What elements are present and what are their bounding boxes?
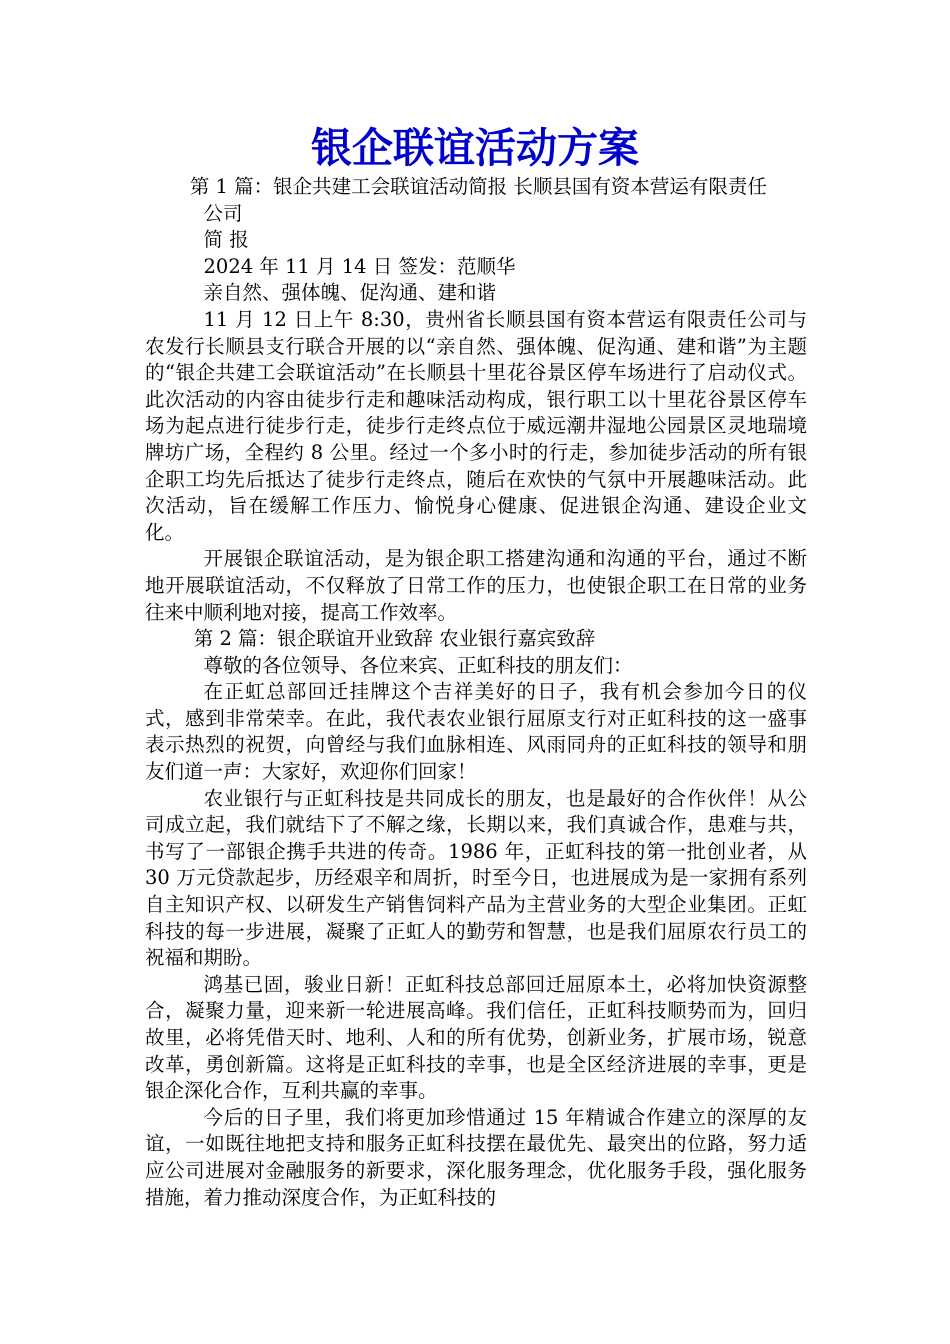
article1-company-line: 公司 <box>203 201 243 225</box>
article1-bulletin-label: 简 报 <box>203 228 249 252</box>
document-body <box>145 174 807 1211</box>
article2-greeting: 尊敬的各位领导、各位来宾、正虹科技的朋友们： <box>203 653 633 677</box>
article1-slogan: 亲自然、强体魄、促沟通、建和谐 <box>203 281 497 305</box>
article1-date-signoff: 2024 年 11 月 14 日 签发：范顺华 <box>203 254 516 278</box>
article1-paragraph-1: 11 月 12 日上午 8:30，贵州省长顺县国有资本营运有限责任公司与农发行长顺县支行联合开展的以“亲自然、强体魄、促沟通、建和谐”为主题的“银企共建工会联谊活动”在长顺县十里花谷景区停车场进行了启动仪式。此次活动的内容由徒步行走和趣味活动构成，银行职工以十里花谷景区停车场为起点进行徒步行走，徒步行走终点位于威远潮井湿地公园景区灵地瑞境牌坊广场，全程约 8 公里。经过一个多小时的行走，参加徒步活动的所有银企职工均先后抵达了徒步行走终点，随后在欢快的气氛中开展趣味活动。此次活动，旨在缓解工作压力、愉悦身心健康、促进银企沟通、建设企业文化。 <box>145 307 807 544</box>
article1-heading: 第 1 篇：银企共建工会联谊活动简报 长顺县国有资本营运有限责任 <box>189 175 767 198</box>
article2-paragraph-3: 鸿基已固，骏业日新！正虹科技总部回迁屈原本土，必将加快资源整合，凝聚力量，迎来新一轮进展高峰。我们信任，正虹科技顺势而为，回归故里，必将凭借天时、地利、人和的所有优势，创新业务，扩展市场，锐意改革，勇创新篇。这将是正虹科技的幸事，也是全区经济进展的幸事，更是银企深化合作，互利共赢的幸事。 <box>145 972 807 1103</box>
article2-heading: 第 2 篇：银企联谊开业致辞 农业银行嘉宾致辞 <box>193 627 596 651</box>
article2-paragraph-2: 农业银行与正虹科技是共同成长的朋友，也是最好的合作伙伴！从公司成立起，我们就结下了不解之缘，长期以来，我们真诚合作，患难与共，书写了一部银企携手共进的传奇。1986 年，正虹科技的第一批创业者，从 30 万元贷款起步，历经艰辛和周折，时至今日，也进展成为是一家拥有系列自主知识产权、以研发生产销售饲料产品为主营业务的大型企业集团。正虹科技的每一步进展，凝聚了正虹人的勤劳和智慧，也是我们屈原农行员工的祝福和期盼。 <box>145 786 807 970</box>
article1-paragraph-2: 开展银企联谊活动，是为银企职工搭建沟通和沟通的平台，通过不断地开展联谊活动，不仅释放了日常工作的压力，也使银企职工在日常的业务往来中顺利地对接，提高工作效率。 <box>145 547 807 624</box>
document-title: 银企联谊活动方案 <box>311 124 639 172</box>
article2-paragraph-1: 在正虹总部回迁挂牌这个吉祥美好的日子，我有机会参加今日的仪式，感到非常荣幸。在此，我代表农业银行屈原支行对正虹科技的这一盛事表示热烈的祝贺，向曾经与我们血脉相连、风雨同舟的正虹科技的领导和朋友们道一声：大家好，欢迎你们回家！ <box>145 680 807 784</box>
article2-paragraph-4: 今后的日子里，我们将更加珍惜通过 15 年精诚合作建立的深厚的友谊，一如既往地把支持和服务正虹科技摆在最优先、最突出的位路，努力适应公司进展对金融服务的新要求，深化服务理念，优化服务手段，强化服务措施，着力推动深度合作，为正虹科技的 <box>145 1105 807 1209</box>
